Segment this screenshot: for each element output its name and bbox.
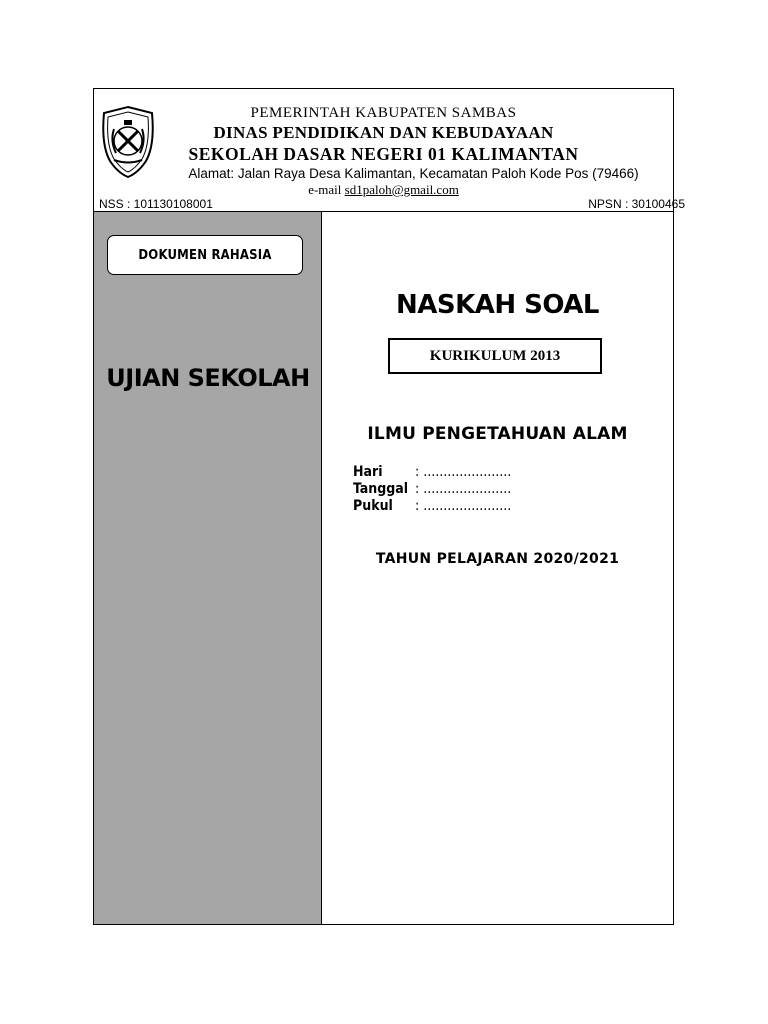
field-value: : ......................: [415, 464, 512, 480]
right-panel: [322, 212, 673, 924]
subject-title: ILMU PENGETAHUAN ALAM: [367, 424, 628, 444]
npsn-number: NPSN : 30100465: [588, 197, 685, 211]
left-panel: [94, 212, 322, 924]
nss-number: NSS : 101130108001: [99, 197, 213, 211]
document-title: NASKAH SOAL: [395, 290, 599, 320]
government-name: PEMERINTAH KABUPATEN SAMBAS: [250, 105, 517, 121]
school-address: Alamat: Jalan Raya Desa Kalimantan, Kecamatan Paloh Kode Pos (79466): [188, 166, 639, 181]
schedule-row-date: [353, 481, 511, 498]
document-frame: [93, 88, 685, 925]
school-year: TAHUN PELAJARAN 2020/2021: [375, 551, 620, 567]
field-value: : ......................: [415, 498, 512, 514]
field-label: Pukul: [353, 498, 393, 514]
email-link[interactable]: sd1paloh@gmail.com: [344, 182, 459, 197]
field-value: : ......................: [415, 481, 512, 497]
department-name: DINAS PENDIDIKAN DAN KEBUDAYAAN: [213, 123, 554, 142]
field-label: Hari: [353, 464, 383, 480]
exam-schedule: [353, 464, 511, 515]
email-line: [94, 182, 673, 198]
confidential-badge: DOKUMEN RAHASIA: [107, 235, 303, 275]
field-label: Tanggal: [353, 481, 409, 497]
schedule-row-time: [353, 498, 511, 515]
letterhead: [94, 89, 685, 211]
email-prefix: e-mail: [308, 182, 345, 197]
school-name: SEKOLAH DASAR NEGERI 01 KALIMANTAN: [188, 144, 579, 164]
exam-title: UJIAN SEKOLAH: [106, 364, 310, 392]
curriculum-box: KURIKULUM 2013: [388, 338, 602, 374]
schedule-row-day: [353, 464, 511, 481]
